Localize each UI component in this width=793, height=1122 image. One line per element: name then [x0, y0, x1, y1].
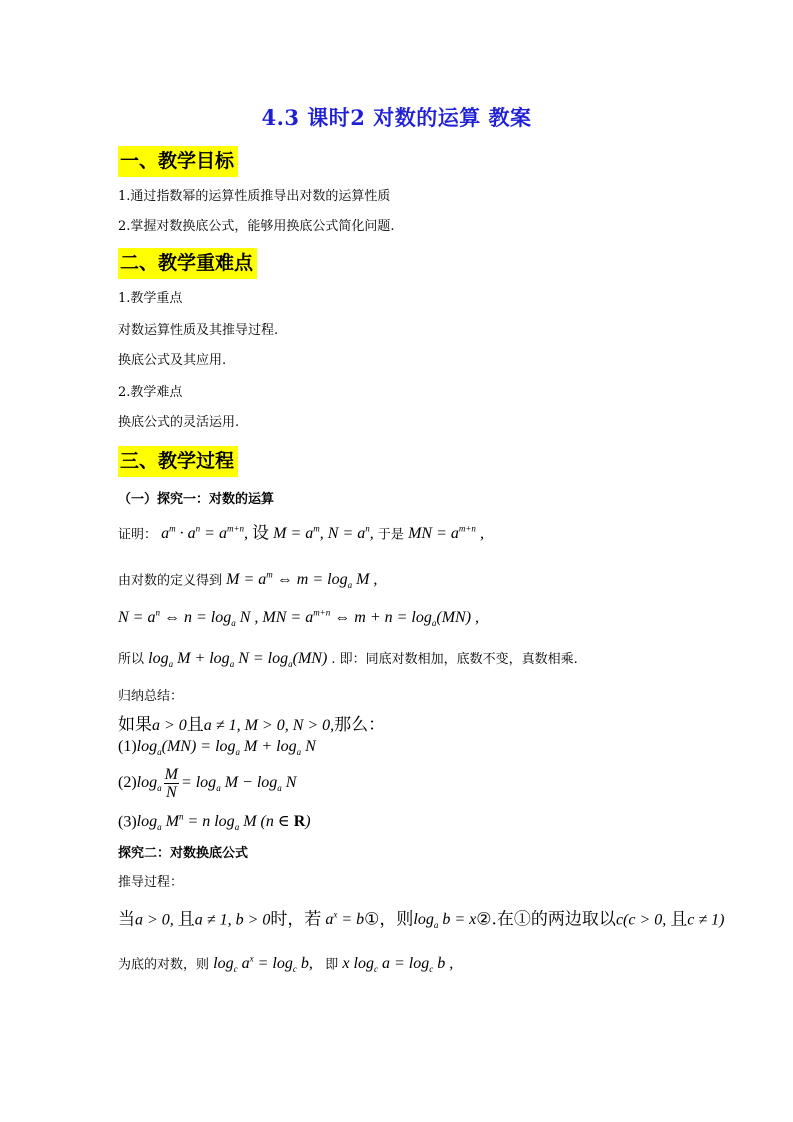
rule-2-formula: $\log_a$ $\frac{M}{N}$ = $\log_a M - \log_a N$	[136, 766, 297, 801]
condition-line	[118, 716, 385, 736]
section-heading-process: 三、教学过程	[118, 446, 238, 477]
n-formula: $N = a^n$ ⇔ $n = \log_a N$ , MN = $a^{m+n}$ ⇔ $m + n = \log_a(MN)$ ,	[118, 608, 480, 629]
derive-mark-1: ①	[364, 909, 380, 930]
so-formula: $\log_a M + \log_a N = \log_a(MN)$	[148, 650, 328, 670]
key-point-line-3: 换底公式及其应用.	[118, 353, 227, 368]
rule-3-formula: $\log_a M^n = n$ $\log_a M$ (n ∈ R)	[136, 812, 311, 833]
base-line	[118, 950, 453, 979]
proof-let: 设	[252, 523, 270, 544]
def-formula: $M = a^m$ ⇔ $m = \log_a M$ ,	[226, 570, 378, 591]
proof-line	[118, 520, 484, 544]
derive-mark-2: ②	[476, 909, 492, 930]
key-point-line-4: 2.教学难点	[118, 385, 183, 400]
derive-formula-2: a ≠ 1, b > 0	[194, 911, 271, 929]
base-formula-2: x $\log_c a = \log_c b$ ,	[342, 955, 454, 975]
rule-2-label: (2)	[118, 774, 137, 792]
key-point-line-5: 换底公式的灵活运用.	[118, 415, 240, 430]
rule-3	[118, 808, 311, 837]
derive-formula-1: a > 0,	[135, 911, 178, 929]
derive-formula-5: c(c > 0,	[615, 911, 671, 929]
rule-3-label: (3)	[118, 813, 137, 831]
rule-1-formula: $\log_a(MN) = \log_a M + \log_a N$	[136, 738, 316, 758]
fraction-m-over-n: $\frac{M}{N}$	[164, 766, 178, 801]
so-suffix: . 即：同底对数相加，底数不变，真数相乘.	[331, 652, 578, 667]
rule-2	[118, 766, 296, 801]
proof-thus: 于是	[377, 527, 404, 543]
cond-prefix: 如果	[118, 715, 152, 735]
derive-line	[118, 906, 725, 935]
proof-formula: $a^m \cdot a^n = a^{m+n}$,	[161, 524, 253, 543]
section-heading-goals: 一、教学目标	[118, 146, 238, 177]
rule-1	[118, 738, 316, 761]
base-ie: 即	[325, 957, 339, 973]
key-point-line-2: 对数运算性质及其推导过程.	[118, 323, 279, 338]
so-prefix: 所以	[118, 652, 145, 667]
derive-and: 且	[177, 909, 195, 930]
definition-line	[118, 566, 377, 595]
section-heading-key-points: 二、教学重难点	[118, 248, 257, 279]
explore1-title: （一）探究一：对数的运算	[118, 492, 275, 507]
explore2-title: 探究二：对数换底公式	[118, 846, 249, 861]
derive-formula-6: c ≠ 1)	[687, 911, 725, 929]
page-title: 4.3 课时2 对数的运算 教案	[261, 105, 532, 130]
def-prefix: 由对数的定义得到	[118, 573, 223, 589]
summary-label: 归纳总结：	[118, 689, 184, 704]
base-formula-1: $\log_c a^x = \log_c b$,	[213, 954, 313, 975]
derive-then: ，则	[379, 909, 414, 930]
derive-time: 时，若	[270, 909, 322, 930]
derive-when: 当	[118, 909, 135, 930]
key-point-line-1: 1.教学重点	[118, 291, 183, 306]
derive-both: .在①的两边取以	[491, 909, 616, 930]
goal-item-2: 2.掌握对数换底公式，能够用换底公式简化问题.	[118, 219, 395, 234]
base-text: 为底的对数，则	[118, 957, 210, 973]
cond-formula-1: a > 0	[152, 717, 187, 734]
goal-item-1: 1.通过指数幂的运算性质推导出对数的运算性质	[118, 189, 391, 204]
derive-formula-3: $a^x = b$	[321, 910, 365, 929]
derive-label: 推导过程：	[118, 875, 184, 890]
n-line	[118, 604, 479, 633]
proof-result-formula: MN = $a^{m+n}$ ,	[408, 524, 484, 543]
proof-set-formula: $M = a^m$, $N = a^n$,	[273, 524, 374, 543]
derive-formula-4: $\log_a b = x$	[413, 911, 477, 931]
cond-formula-2: a ≠ 1, M > 0, N > 0,	[203, 717, 335, 734]
cond-and: 且	[186, 715, 204, 735]
proof-prefix: 证明：	[118, 527, 158, 543]
so-line	[118, 650, 578, 673]
cond-suffix: 那么：	[334, 715, 386, 735]
rule-1-label: (1)	[118, 738, 137, 755]
derive-and-2: 且	[670, 909, 688, 930]
